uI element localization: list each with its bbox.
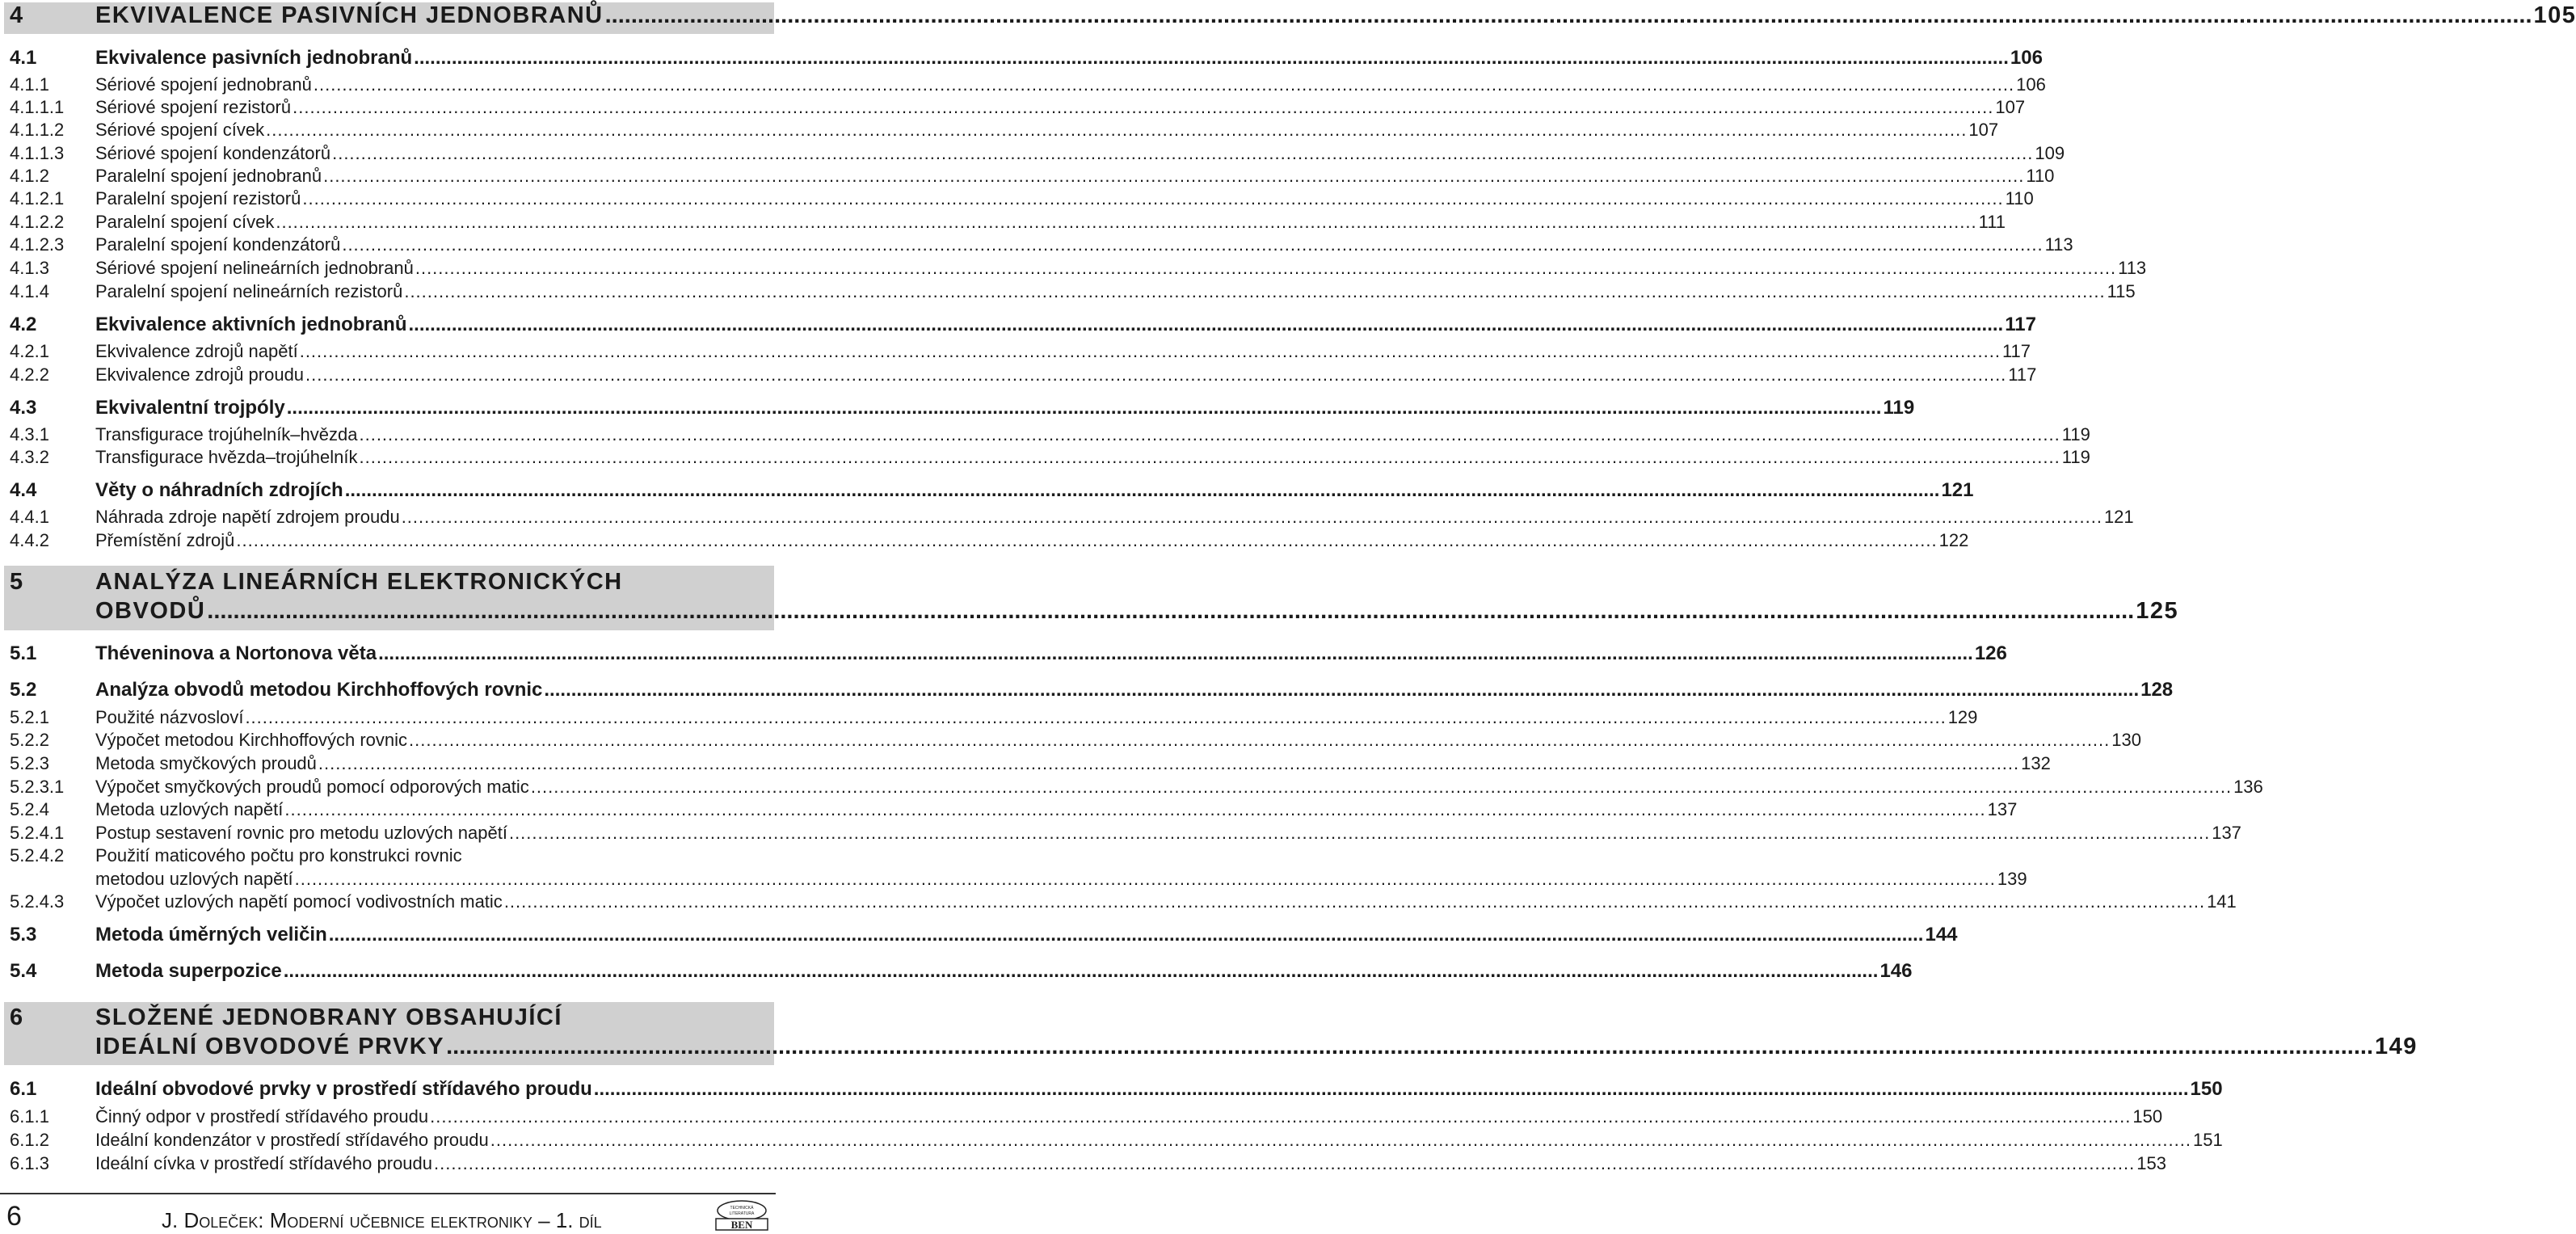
entry-title: Sériové spojení jednobranů bbox=[95, 74, 312, 95]
dot-leader bbox=[284, 960, 1879, 983]
dot-leader bbox=[207, 598, 2134, 625]
entry-title: Ekvivalence aktivních jednobranů bbox=[95, 314, 407, 335]
toc-subsection-entry bbox=[10, 212, 2006, 233]
svg-text:BEN: BEN bbox=[730, 1219, 753, 1231]
entry-page: 126 bbox=[1974, 642, 2007, 664]
entry-number: 4.2.2 bbox=[10, 364, 49, 385]
entry-page: 117 bbox=[2001, 341, 2031, 361]
entry-title: Ekvivalence zdrojů napětí bbox=[95, 341, 298, 361]
entry-page: 106 bbox=[2016, 74, 2046, 95]
entry-page: 150 bbox=[2132, 1106, 2163, 1127]
entry-number: 6.1.2 bbox=[10, 1130, 49, 1150]
entry-title: Transfigurace trojúhelník–hvězda bbox=[95, 424, 358, 444]
entry-number: 4.1.1 bbox=[10, 74, 49, 95]
chapter-title-line1: ANALÝZA LINEÁRNÍCH ELEKTRONICKÝCH bbox=[95, 569, 623, 595]
toc-chapter-entry-cont bbox=[10, 1034, 2418, 1060]
entry-number: 4.2.1 bbox=[10, 341, 49, 361]
toc-section-entry bbox=[10, 1078, 2223, 1101]
entry-page: 113 bbox=[2044, 234, 2073, 255]
dot-leader bbox=[415, 258, 2116, 279]
dot-leader bbox=[287, 397, 1882, 419]
entry-page: 137 bbox=[1987, 799, 2018, 819]
entry-title: Sériové spojení kondenzátorů bbox=[95, 143, 331, 163]
toc-section-entry bbox=[10, 479, 1974, 502]
toc-subsection-entry bbox=[10, 188, 2034, 209]
entry-number: 4.2 bbox=[10, 314, 37, 335]
chapter-page: 105 bbox=[2533, 2, 2576, 28]
entry-page: 150 bbox=[2190, 1078, 2223, 1100]
entry-title-line1: Použití maticového počtu pro konstrukci rovnic bbox=[95, 845, 462, 865]
entry-title: Výpočet smyčkových proudů pomocí odporových matic bbox=[95, 777, 529, 797]
chapter-title-line2: IDEÁLNÍ OBVODOVÉ PRVKY bbox=[95, 1034, 445, 1059]
entry-title: Postup sestavení rovnic pro metodu uzlových napětí bbox=[95, 823, 507, 843]
entry-number: 4.3.1 bbox=[10, 424, 49, 444]
entry-number: 6.1.1 bbox=[10, 1106, 49, 1127]
dot-leader bbox=[323, 166, 2024, 187]
entry-page: 151 bbox=[2193, 1130, 2223, 1150]
dot-leader bbox=[236, 530, 1937, 551]
entry-number: 4.4.2 bbox=[10, 530, 49, 550]
entry-title: Paralelní spojení rezistorů bbox=[95, 188, 301, 208]
dot-leader bbox=[359, 447, 2060, 468]
entry-title: Analýza obvodů metodou Kirchhoffových rovnic bbox=[95, 679, 543, 701]
entry-page: 121 bbox=[2103, 507, 2134, 527]
entry-number: 5.2.4.1 bbox=[10, 823, 65, 843]
chapter-title: EKVIVALENCE PASIVNÍCH JEDNOBRANŮ bbox=[95, 2, 604, 28]
toc-subsection-entry bbox=[10, 707, 1978, 728]
dot-leader bbox=[332, 143, 2033, 164]
dot-leader bbox=[434, 1153, 2135, 1174]
entry-title: Paralelní spojení nelineárních rezistorů bbox=[95, 281, 403, 301]
toc-subsection-entry bbox=[10, 97, 2026, 118]
toc-chapter-entry bbox=[10, 569, 751, 596]
entry-title: Ekvivalence zdrojů proudu bbox=[95, 364, 305, 385]
dot-leader bbox=[329, 924, 1924, 946]
entry-title: Sériové spojení cívek bbox=[95, 120, 265, 140]
footer-book-title: J. Doleček: Moderní učebnice elektroniky – 1. díl bbox=[162, 1208, 602, 1232]
entry-page: 132 bbox=[2021, 753, 2051, 773]
toc-section-entry bbox=[10, 960, 1913, 983]
entry-page: 117 bbox=[2008, 364, 2037, 385]
entry-number: 4.1.1.3 bbox=[10, 143, 65, 163]
dot-leader bbox=[276, 212, 1976, 233]
entry-page: 113 bbox=[2118, 258, 2147, 278]
toc-chapter-entry bbox=[10, 1004, 751, 1031]
dot-leader bbox=[409, 730, 2110, 751]
entry-number: 4.3.2 bbox=[10, 447, 49, 467]
dot-leader bbox=[295, 869, 1996, 890]
chapter-title-line2: OBVODŮ bbox=[95, 598, 206, 624]
chapter-number: 6 bbox=[10, 1004, 24, 1030]
entry-number: 5.2.1 bbox=[10, 707, 49, 727]
dot-leader bbox=[504, 891, 2205, 912]
entry-page: 121 bbox=[1941, 479, 1974, 501]
entry-number: 4.1.4 bbox=[10, 281, 49, 301]
dot-leader bbox=[490, 1130, 2191, 1151]
entry-title: Transfigurace hvězda–trojúhelník bbox=[95, 447, 358, 467]
toc-subsection-entry bbox=[10, 777, 2263, 798]
entry-page: 144 bbox=[1925, 924, 1958, 946]
dot-leader bbox=[305, 364, 2006, 385]
entry-title: Théveninova a Nortonova věta bbox=[95, 642, 377, 664]
toc-subsection-entry bbox=[10, 364, 2037, 385]
entry-number: 4.3 bbox=[10, 397, 37, 419]
entry-page: 110 bbox=[2026, 166, 2055, 186]
toc-subsection-entry bbox=[10, 1153, 2166, 1174]
dot-leader bbox=[402, 507, 2102, 528]
entry-title: Metoda smyčkových proudů bbox=[95, 753, 317, 773]
entry-title: Paralelní spojení kondenzátorů bbox=[95, 234, 341, 255]
chapter-number: 4 bbox=[10, 2, 24, 28]
toc-chapter-entry-cont bbox=[10, 598, 2179, 625]
toc-subsection-entry bbox=[10, 845, 751, 866]
entry-number: 4.4.1 bbox=[10, 507, 49, 527]
toc-subsection-entry bbox=[10, 166, 2055, 187]
entry-page: 107 bbox=[1968, 120, 1999, 140]
dot-leader bbox=[342, 234, 2043, 255]
toc-subsection-entry bbox=[10, 530, 1969, 551]
toc-subsection-entry bbox=[10, 753, 2051, 774]
toc-subsection-entry bbox=[10, 799, 2018, 820]
chapter-page: 125 bbox=[2136, 598, 2179, 624]
dot-leader bbox=[414, 47, 2009, 69]
dot-leader bbox=[300, 341, 2001, 362]
entry-title: Sériové spojení nelineárních jednobranů bbox=[95, 258, 414, 278]
entry-number: 5.2.4.3 bbox=[10, 891, 65, 912]
entry-title-line2: metodou uzlových napětí bbox=[95, 869, 293, 889]
entry-title: Výpočet uzlových napětí pomocí vodivostních matic bbox=[95, 891, 503, 912]
entry-title: Sériové spojení rezistorů bbox=[95, 97, 292, 117]
entry-number: 4.1.2.3 bbox=[10, 234, 65, 255]
entry-page: 107 bbox=[1995, 97, 2026, 117]
svg-text:TECHNICKÁ: TECHNICKÁ bbox=[730, 1206, 754, 1211]
entry-title: Ekvivalentní trojpóly bbox=[95, 397, 285, 419]
entry-number: 5.2 bbox=[10, 679, 37, 701]
entry-title: Metoda úměrných veličin bbox=[95, 924, 327, 946]
toc-subsection-entry bbox=[10, 341, 2031, 362]
toc-subsection-entry bbox=[10, 424, 2090, 445]
entry-page: 119 bbox=[1883, 397, 1915, 419]
entry-title: Paralelní spojení jednobranů bbox=[95, 166, 322, 186]
ben-publisher-logo bbox=[711, 1199, 772, 1232]
toc-subsection-entry bbox=[10, 258, 2147, 279]
entry-page: 109 bbox=[2035, 143, 2065, 163]
entry-page: 119 bbox=[2061, 447, 2090, 467]
entry-page: 130 bbox=[2111, 730, 2141, 750]
entry-title: Použité názvosloví bbox=[95, 707, 244, 727]
entry-number: 4.1 bbox=[10, 47, 37, 69]
entry-title: Činný odpor v prostředí střídavého proudu bbox=[95, 1106, 429, 1127]
entry-title: Ideální kondenzátor v prostředí střídavého proudu bbox=[95, 1130, 489, 1150]
entry-page: 146 bbox=[1879, 960, 1913, 982]
toc-section-entry bbox=[10, 47, 2043, 69]
entry-page: 128 bbox=[2140, 679, 2174, 701]
toc-subsection-entry bbox=[10, 74, 2046, 95]
chapter-number: 5 bbox=[10, 569, 24, 595]
entry-number: 5.4 bbox=[10, 960, 37, 982]
dot-leader bbox=[446, 1034, 2373, 1060]
dot-leader bbox=[404, 281, 2105, 302]
dot-leader bbox=[531, 777, 2232, 798]
dot-leader bbox=[605, 2, 2532, 29]
entry-page: 106 bbox=[2010, 47, 2043, 69]
entry-title: Náhrada zdroje napětí zdrojem proudu bbox=[95, 507, 400, 527]
toc-subsection-entry bbox=[10, 891, 2237, 912]
dot-leader bbox=[284, 799, 1985, 820]
dot-leader bbox=[266, 120, 1967, 141]
entry-page: 111 bbox=[1978, 212, 2006, 232]
dot-leader bbox=[293, 97, 1993, 118]
svg-text:LITERATURA: LITERATURA bbox=[729, 1211, 755, 1216]
entry-page: 117 bbox=[2005, 314, 2036, 335]
chapter-title-line1: SLOŽENÉ JEDNOBRANY OBSAHUJÍCÍ bbox=[95, 1004, 562, 1030]
dot-leader bbox=[594, 1078, 2189, 1101]
entry-number: 4.1.2 bbox=[10, 166, 49, 186]
toc-section-entry bbox=[10, 924, 1958, 946]
entry-number: 4.4 bbox=[10, 479, 37, 501]
entry-number: 4.1.2.2 bbox=[10, 212, 65, 232]
page-number: 6 bbox=[6, 1201, 22, 1232]
entry-number: 5.2.3 bbox=[10, 753, 49, 773]
toc-subsection-entry bbox=[10, 1106, 2163, 1127]
dot-leader bbox=[509, 823, 2210, 844]
entry-number: 5.2.4.2 bbox=[10, 845, 65, 865]
entry-page: 129 bbox=[1947, 707, 1978, 727]
entry-number: 5.1 bbox=[10, 642, 37, 664]
entry-number: 4.1.3 bbox=[10, 258, 49, 278]
toc-subsection-entry bbox=[10, 507, 2134, 528]
entry-title: Přemístění zdrojů bbox=[95, 530, 235, 550]
dot-leader bbox=[345, 479, 1940, 502]
toc-section-entry bbox=[10, 679, 2174, 701]
entry-number: 4.1.1.2 bbox=[10, 120, 65, 140]
entry-title: Metoda superpozice bbox=[95, 960, 282, 982]
dot-leader bbox=[359, 424, 2060, 445]
toc-section-entry bbox=[10, 314, 2036, 336]
entry-page: 153 bbox=[2136, 1153, 2166, 1173]
entry-title: Paralelní spojení cívek bbox=[95, 212, 275, 232]
dot-leader bbox=[314, 74, 2014, 95]
dot-leader bbox=[302, 188, 2003, 209]
entry-page: 141 bbox=[2207, 891, 2237, 912]
toc-subsection-entry bbox=[10, 234, 2073, 255]
entry-number: 4.1.1.1 bbox=[10, 97, 65, 117]
dot-leader bbox=[378, 642, 1973, 665]
entry-number: 6.1.3 bbox=[10, 1153, 49, 1173]
dot-leader bbox=[245, 707, 1946, 728]
entry-title: Ideální cívka v prostředí střídavého proudu bbox=[95, 1153, 433, 1173]
toc-chapter-entry bbox=[10, 2, 2576, 29]
entry-page: 137 bbox=[2212, 823, 2241, 843]
entry-page: 119 bbox=[2061, 424, 2090, 444]
entry-title: Metoda uzlových napětí bbox=[95, 799, 284, 819]
dot-leader bbox=[544, 679, 2139, 701]
chapter-page: 149 bbox=[2375, 1034, 2418, 1059]
toc-subsection-entry bbox=[10, 730, 2141, 751]
entry-number: 5.2.4 bbox=[10, 799, 49, 819]
toc-subsection-entry bbox=[10, 447, 2090, 468]
toc-subsection-entry bbox=[10, 143, 2065, 164]
toc-subsection-entry-cont bbox=[10, 869, 2027, 890]
toc-subsection-entry bbox=[10, 120, 1999, 141]
entry-number: 5.2.2 bbox=[10, 730, 49, 750]
entry-page: 115 bbox=[2107, 281, 2136, 301]
toc-section-entry bbox=[10, 642, 2007, 665]
entry-title: Ideální obvodové prvky v prostředí střídavého proudu bbox=[95, 1078, 592, 1100]
entry-number: 4.1.2.1 bbox=[10, 188, 65, 208]
entry-title: Výpočet metodou Kirchhoffových rovnic bbox=[95, 730, 408, 750]
toc-subsection-entry bbox=[10, 823, 2241, 844]
entry-page: 139 bbox=[1997, 869, 2027, 889]
footer-divider bbox=[0, 1193, 776, 1194]
entry-title: Ekvivalence pasivních jednobranů bbox=[95, 47, 413, 69]
entry-number: 6.1 bbox=[10, 1078, 37, 1100]
entry-number: 5.3 bbox=[10, 924, 37, 946]
toc-subsection-entry bbox=[10, 281, 2136, 302]
entry-number: 5.2.3.1 bbox=[10, 777, 65, 797]
toc-section-entry bbox=[10, 397, 1915, 419]
entry-page: 110 bbox=[2005, 188, 2034, 208]
toc-subsection-entry bbox=[10, 1130, 2223, 1151]
dot-leader bbox=[430, 1106, 2131, 1127]
entry-title: Věty o náhradních zdrojích bbox=[95, 479, 343, 501]
dot-leader bbox=[318, 753, 2019, 774]
dot-leader bbox=[408, 314, 2003, 336]
entry-page: 122 bbox=[1938, 530, 1969, 550]
entry-page: 136 bbox=[2233, 777, 2263, 797]
